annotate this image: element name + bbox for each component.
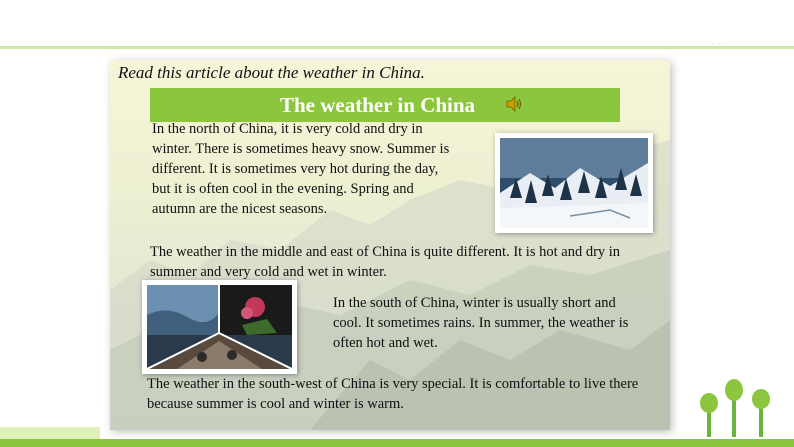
instruction-text: Read this article about the weather in China. xyxy=(118,63,425,82)
article-title: The weather in China xyxy=(280,93,476,117)
snow-forest-photo xyxy=(495,133,653,233)
paragraph-middle-east: The weather in the middle and east of China is quite different. It is hot and dry in summer and very cold and wet in winter. xyxy=(150,244,621,280)
speaker-icon[interactable] xyxy=(505,95,523,113)
paragraph-north: In the north of China, it is very cold and dry in winter. There is sometimes heavy snow. Summer is different. It is sometimes very hot during the day, but it is often cool in the evening. Spring and autumn are the nicest seasons. xyxy=(152,121,450,217)
tree-icon xyxy=(698,392,720,437)
bottom-bar xyxy=(0,427,794,447)
sparkle-decoration: · · xyxy=(712,40,722,51)
bottom-bar-line xyxy=(0,439,794,447)
tree-icon xyxy=(723,378,745,437)
rainy-collage-photo xyxy=(142,280,297,374)
top-divider xyxy=(0,46,794,49)
paragraph-south-west: The weather in the south-west of China is very special. It is comfortable to live there because summer is cool and winter is warm. xyxy=(147,376,639,412)
tree-icon xyxy=(750,388,772,437)
paragraph-south: In the south of China, winter is usually short and cool. It sometimes rains. In summer, the weather is often hot and wet. xyxy=(333,295,629,351)
